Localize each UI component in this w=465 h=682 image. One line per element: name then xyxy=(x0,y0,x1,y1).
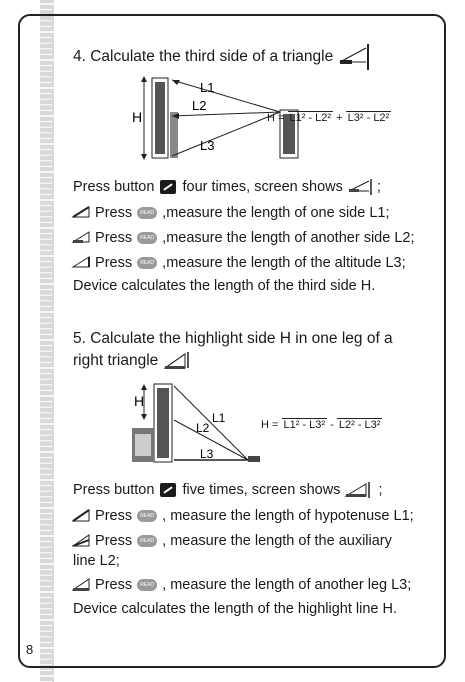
section5-step1: Press button five times, screen shows ; xyxy=(73,480,383,500)
diagram5-label-l3: L3 xyxy=(200,447,214,461)
section5-step2: Press READ , measure the length of hypotenuse L1; xyxy=(71,506,414,526)
right-triangle-icon xyxy=(163,350,193,372)
read-button-icon: READ xyxy=(137,535,157,547)
right-triangle-mode-icon xyxy=(344,480,374,500)
diagram4-label-h: H xyxy=(132,109,143,125)
section5-heading-line1: 5. Calculate the highlight side H in one leg of a xyxy=(73,330,393,347)
formula5-term2: L2² - L3² xyxy=(338,419,381,431)
section4-step1: Press button four times, screen shows ; xyxy=(73,177,381,197)
section4-step4: Press READ ,measure the length of the altitude L3; xyxy=(71,253,406,273)
section5-step3-continued: line L2; xyxy=(73,553,120,569)
diagram5-label-l2: L2 xyxy=(196,421,210,435)
page-number: 8 xyxy=(26,642,34,657)
formula4-term2: L3² - L2² xyxy=(347,112,390,124)
function-button-icon xyxy=(160,483,176,497)
diagram5-label-h: H xyxy=(134,393,145,409)
auxiliary-line-icon xyxy=(71,533,91,549)
triangle-third-side-icon xyxy=(338,42,374,72)
section4-heading: 4. Calculate the third side of a triangle xyxy=(73,42,374,72)
triangle-mode-icon xyxy=(347,177,377,197)
read-button-icon: READ xyxy=(137,510,157,522)
read-button-icon: READ xyxy=(137,257,157,269)
section4-result: Device calculates the length of the third side H. xyxy=(73,278,376,294)
triangle-side1-icon xyxy=(71,205,91,221)
section4-step3: Press READ ,measure the length of another side L2; xyxy=(71,228,414,248)
section5-heading-line2: right triangle xyxy=(73,350,193,372)
section5-formula: H = L1² - L3² - L2² - L3² xyxy=(261,419,381,431)
triangle-altitude-icon xyxy=(71,255,91,271)
function-button-icon xyxy=(160,180,176,194)
section4-formula: H = L1² - L2² + L3² - L2² xyxy=(267,112,390,124)
diagram4-label-l2: L2 xyxy=(192,98,207,113)
section4-step2: Press READ ,measure the length of one side L1; xyxy=(71,203,390,223)
triangle-side2-icon xyxy=(71,230,91,246)
hypotenuse-icon xyxy=(71,508,91,524)
diagram5-label-l1: L1 xyxy=(212,411,226,425)
read-button-icon: READ xyxy=(137,579,157,591)
leg-icon xyxy=(71,577,91,593)
section5-result: Device calculates the length of the highlight line H. xyxy=(73,601,398,617)
read-button-icon: READ xyxy=(137,232,157,244)
section5-step3: Press READ , measure the length of the auxiliary xyxy=(71,531,392,551)
read-button-icon: READ xyxy=(137,207,157,219)
ruler-ticks xyxy=(0,0,58,682)
formula4-term1: L1² - L2² xyxy=(289,112,332,124)
section5-step4: Press READ , measure the length of another leg L3; xyxy=(71,575,411,595)
diagram4-label-l3: L3 xyxy=(200,138,215,153)
formula5-term1: L1² - L3² xyxy=(283,419,326,431)
diagram4-label-l1: L1 xyxy=(200,80,215,95)
ruler-strip xyxy=(0,0,58,682)
